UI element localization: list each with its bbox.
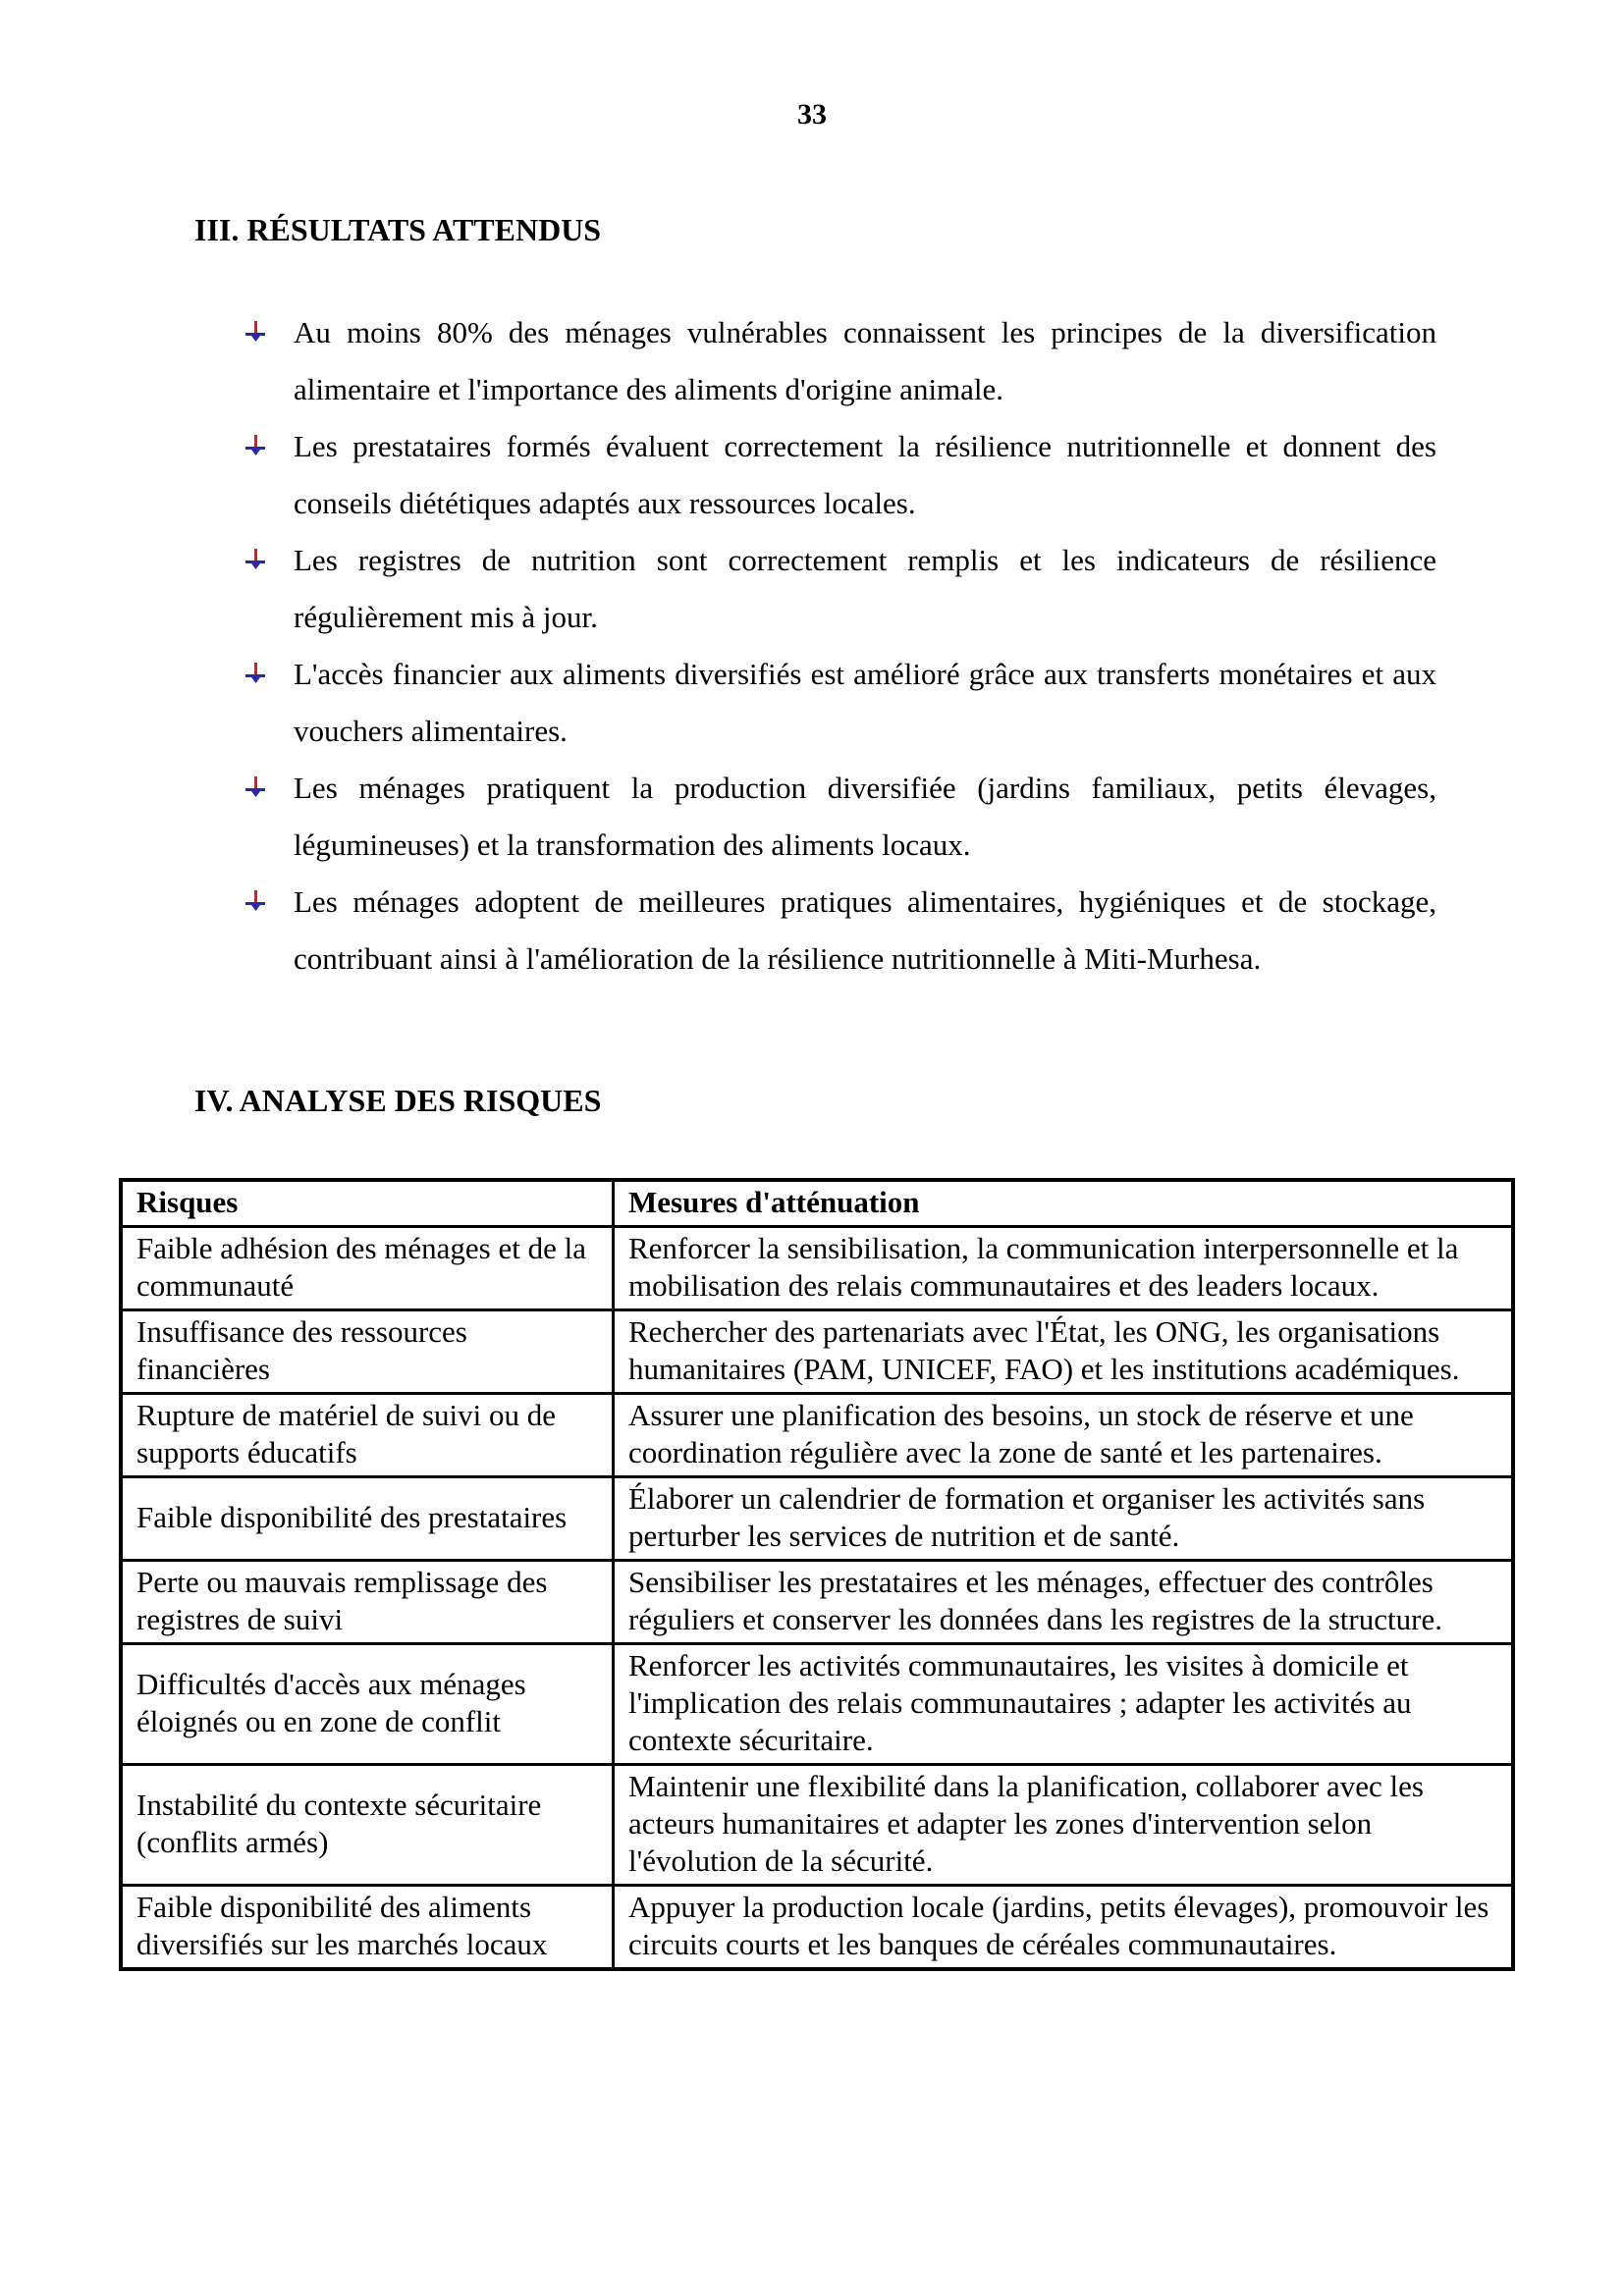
results-bullet-list <box>239 304 1436 988</box>
result-bullet-item <box>239 874 1436 988</box>
section-heading-results: III. RÉSULTATS ATTENDUS <box>194 212 602 247</box>
arrow-cross-bullet-icon <box>244 663 266 684</box>
table-row <box>121 1561 1513 1644</box>
table-row <box>121 1477 1513 1561</box>
result-bullet-item <box>239 532 1436 646</box>
page-number: 33 <box>797 98 827 131</box>
mitigation-cell: Maintenir une flexibilité dans la planification, collaborer avec les acteurs humanitaires et adapter les zones d'intervention selon l'évolution de la sécurité. <box>614 1765 1514 1886</box>
risk-cell: Insuffisance des ressources financières <box>121 1310 614 1394</box>
result-bullet-text: Au moins 80% des ménages vulnérables connaissent les principes de la diversification alimentaire et l'importance des aliments d'origine animale. <box>294 315 1436 406</box>
arrow-cross-bullet-icon <box>244 549 266 570</box>
risk-cell: Faible disponibilité des prestataires <box>121 1477 614 1561</box>
result-bullet-text: Les prestataires formés évaluent correctement la résilience nutritionnelle et donnent des conseils diététiques adaptés aux ressources locales. <box>294 429 1436 520</box>
result-bullet-item <box>239 304 1436 418</box>
table-header-row <box>121 1180 1513 1227</box>
risk-cell: Rupture de matériel de suivi ou de supports éducatifs <box>121 1394 614 1477</box>
arrow-cross-bullet-icon <box>244 776 266 798</box>
risk-cell: Perte ou mauvais remplissage des registres de suivi <box>121 1561 614 1644</box>
table-row <box>121 1644 1513 1765</box>
table-row <box>121 1394 1513 1477</box>
table-row <box>121 1310 1513 1394</box>
mitigation-cell: Rechercher des partenariats avec l'État, les ONG, les organisations humanitaires (PAM, UNICEF, FAO) et les institutions académiques. <box>614 1310 1514 1394</box>
header-mitigation: Mesures d'atténuation <box>614 1180 1514 1227</box>
table-row <box>121 1227 1513 1310</box>
result-bullet-text: L'accès financier aux aliments diversifiés est amélioré grâce aux transferts monétaires et aux vouchers alimentaires. <box>294 657 1436 748</box>
arrow-cross-bullet-icon <box>244 435 266 456</box>
section-heading-risks: IV. ANALYSE DES RISQUES <box>194 1083 602 1118</box>
result-bullet-text: Les ménages adoptent de meilleures pratiques alimentaires, hygiéniques et de stockage, contribuant ainsi à l'amélioration de la résilience nutritionnelle à Miti-Murhesa. <box>294 884 1436 976</box>
header-risks: Risques <box>121 1180 614 1227</box>
risk-cell: Faible adhésion des ménages et de la communauté <box>121 1227 614 1310</box>
risk-cell: Instabilité du contexte sécuritaire (conflits armés) <box>121 1765 614 1886</box>
risk-analysis-table <box>119 1178 1515 1971</box>
mitigation-cell: Renforcer la sensibilisation, la communication interpersonnelle et la mobilisation des relais communautaires et des leaders locaux. <box>614 1227 1514 1310</box>
arrow-cross-bullet-icon <box>244 321 266 343</box>
table-row <box>121 1765 1513 1886</box>
table-row <box>121 1886 1513 1970</box>
result-bullet-item <box>239 760 1436 874</box>
result-bullet-item <box>239 418 1436 532</box>
risk-table-body <box>121 1227 1513 1970</box>
mitigation-cell: Sensibiliser les prestataires et les ménages, effectuer des contrôles réguliers et conserver les données dans les registres de la structure. <box>614 1561 1514 1644</box>
arrow-cross-bullet-icon <box>244 890 266 912</box>
mitigation-cell: Assurer une planification des besoins, un stock de réserve et une coordination régulière avec la zone de santé et les partenaires. <box>614 1394 1514 1477</box>
mitigation-cell: Renforcer les activités communautaires, les visites à domicile et l'implication des relais communautaires ; adapter les activités au contexte sécuritaire. <box>614 1644 1514 1765</box>
mitigation-cell: Élaborer un calendrier de formation et organiser les activités sans perturber les services de nutrition et de santé. <box>614 1477 1514 1561</box>
risk-cell: Faible disponibilité des aliments diversifiés sur les marchés locaux <box>121 1886 614 1970</box>
result-bullet-item <box>239 646 1436 760</box>
risk-cell: Difficultés d'accès aux ménages éloignés ou en zone de conflit <box>121 1644 614 1765</box>
result-bullet-text: Les ménages pratiquent la production diversifiée (jardins familiaux, petits élevages, légumineuses) et la transformation des aliments locaux. <box>294 771 1436 862</box>
mitigation-cell: Appuyer la production locale (jardins, petits élevages), promouvoir les circuits courts et les banques de céréales communautaires. <box>614 1886 1514 1970</box>
result-bullet-text: Les registres de nutrition sont correctement remplis et les indicateurs de résilience régulièrement mis à jour. <box>294 543 1436 634</box>
